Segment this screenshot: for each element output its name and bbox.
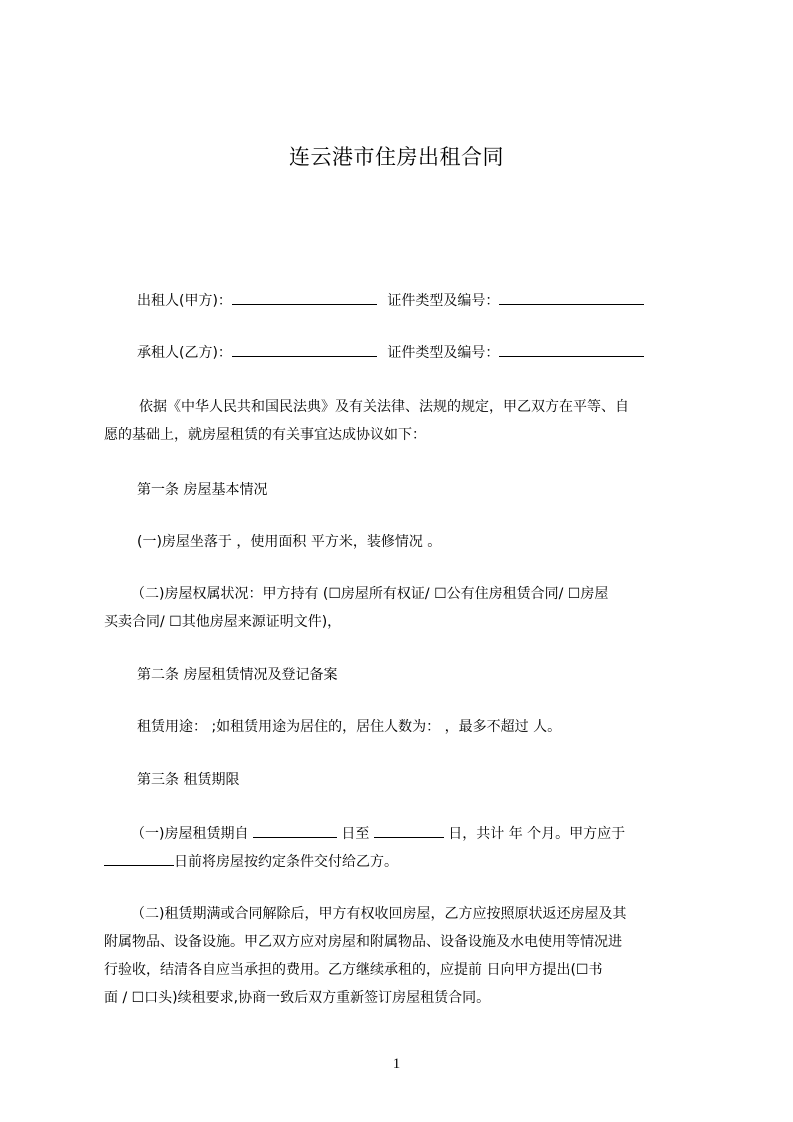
article3-item2-line2: 附属物品、设备设施。甲乙双方应对房屋和附属物品、设备设施及水电使用等情况进 [104, 934, 622, 950]
article1-item1: (一)房屋坐落于 ，使用面积 平方米，装修情况 。 [137, 534, 442, 550]
article2-usage: 租赁用途： ;如租赁用途为居住的，居住人数为： ，最多不超过 人。 [137, 719, 562, 735]
lessee-id-label: 证件类型及编号： [387, 345, 500, 361]
lease-start-blank[interactable] [253, 823, 337, 838]
handover-text: 日前将房屋按约定条件交付给乙方。 [174, 854, 398, 870]
lessor-line [137, 290, 644, 311]
article1-heading: 第一条 房屋基本情况 [137, 482, 268, 498]
lessee-name-blank[interactable] [232, 342, 377, 357]
lessor-label: 出租人(甲方)： [137, 293, 232, 309]
preamble-line-2: 愿的基础上，就房屋租赁的有关事宜达成协议如下： [104, 427, 426, 443]
lease-start-prefix: （一)房屋租赁期自 [131, 826, 249, 842]
article3-item1-line1 [131, 823, 625, 844]
lease-end-prefix: 日至 [341, 826, 370, 842]
article2-heading: 第二条 房屋租赁情况及登记备案 [137, 667, 338, 683]
handover-date-blank[interactable] [104, 851, 174, 866]
lessee-label: 承租人(乙方)： [137, 345, 232, 361]
preamble-line-1: 依据《中华人民共和国民法典》及有关法律、法规的规定，甲乙双方在平等、自 [139, 399, 629, 415]
article3-item2-line3: 行验收，结清各自应当承担的费用。乙方继续承租的，应提前 日向甲方提出(☐书 [104, 962, 603, 978]
lessee-id-blank[interactable] [499, 342, 644, 357]
article1-item2-line2: 买卖合同/ ☐其他房屋来源证明文件)， [104, 614, 342, 630]
article3-item2-line4: 面 / ☐口头)续租要求,协商一致后双方重新签订房屋租赁合同。 [104, 990, 491, 1006]
lease-end-blank[interactable] [374, 823, 444, 838]
lessor-id-label: 证件类型及编号： [387, 293, 500, 309]
lessor-name-blank[interactable] [232, 290, 377, 305]
lessee-line [137, 342, 644, 363]
article3-item1-line2 [104, 851, 398, 872]
page-number: 1 [392, 1056, 401, 1072]
lease-term-text: 日，共计 年 个月。甲方应于 [448, 826, 626, 842]
article1-item2-line1: （二)房屋权属状况：甲方持有 (☐房屋所有权证/ ☐公有住房租赁合同/ ☐房屋 [131, 586, 609, 602]
article3-item2-line1: （二)租赁期满或合同解除后，甲方有权收回房屋，乙方应按照原状返还房屋及其 [131, 906, 627, 922]
article3-heading: 第三条 租赁期限 [137, 772, 240, 788]
lessor-id-blank[interactable] [499, 290, 644, 305]
document-title: 连云港市住房出租合同 [289, 145, 504, 169]
